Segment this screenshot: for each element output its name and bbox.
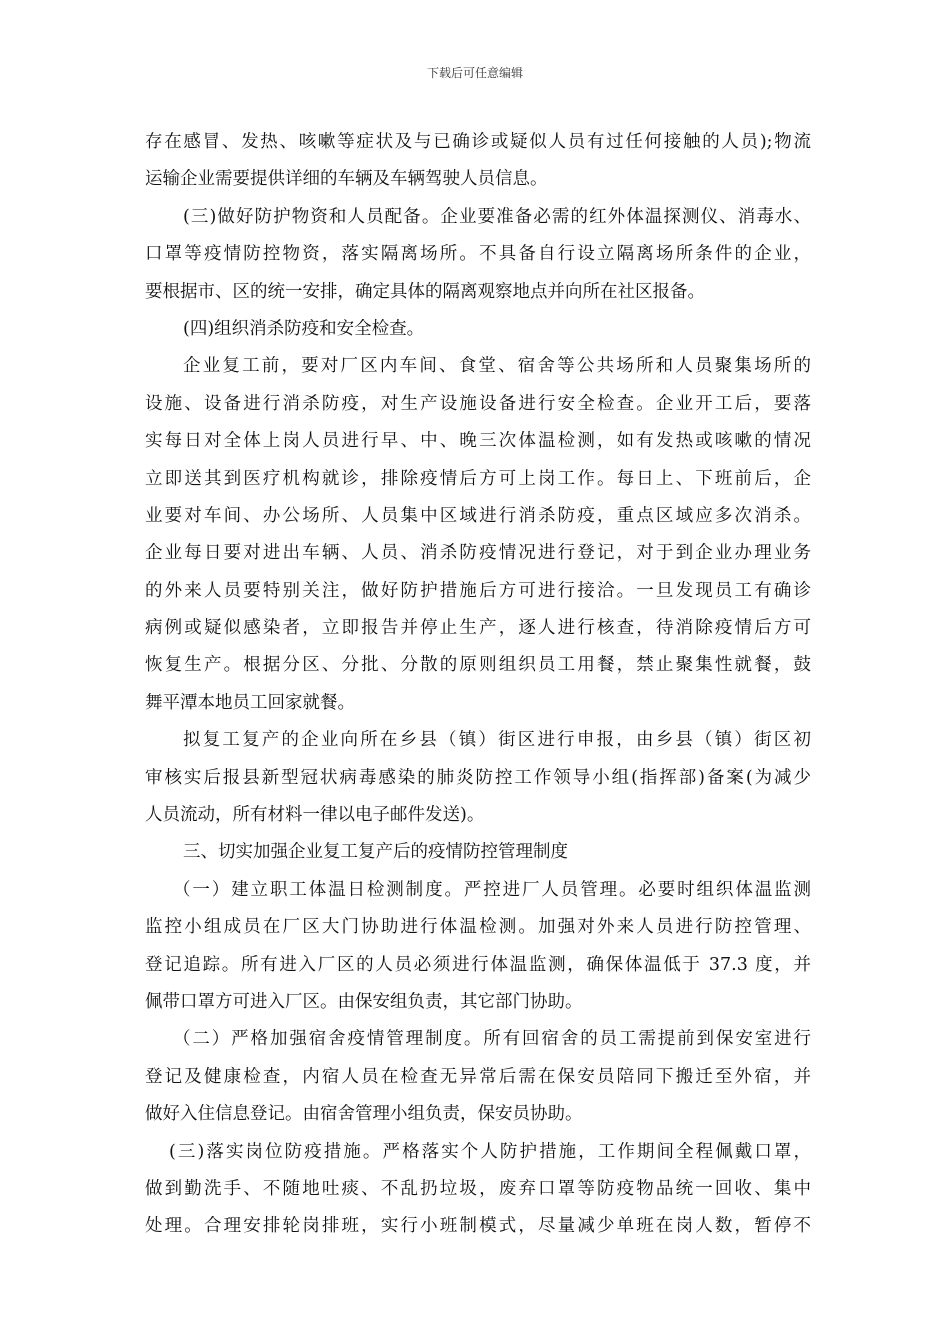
document-body bbox=[145, 124, 811, 1246]
text-line: （一）建立职工体温日检测制度。严控进厂人员管理。必要时组织体温监测 bbox=[173, 879, 811, 900]
text-line: 存在感冒、发热、咳嗽等症状及与已确诊或疑似人员有过任何接触的人员);物流 bbox=[145, 132, 811, 152]
text-line: 登记追踪。所有进入厂区的人员必须进行体温监测，确保体温低于 37.3 度，并 bbox=[145, 954, 811, 975]
text-line: 实每日对全体上岗人员进行早、中、晚三次体温检测，如有发热或咳嗽的情况 bbox=[145, 431, 811, 452]
text-line: 拟复工复产的企业向所在乡县（镇）街区进行申报，由乡县（镇）街区初 bbox=[183, 730, 811, 751]
text-line: 做好入住信息登记。由宿舍管理小组负责，保安员协助。 bbox=[145, 1104, 583, 1125]
text-line: 企业每日要对进出车辆、人员、消杀防疫情况进行登记，对于到企业办理业务 bbox=[145, 543, 811, 564]
text-line: 审核实后报县新型冠状病毒感染的肺炎防控工作领导小组(指挥部)备案(为减少 bbox=[145, 767, 811, 788]
text-line: 企业复工前，要对厂区内车间、食堂、宿舍等公共场所和人员聚集场所的 bbox=[183, 356, 811, 377]
text-line: 监控小组成员在厂区大门协助进行体温检测。加强对外来人员进行防控管理、 bbox=[145, 917, 811, 938]
text-line: 病例或疑似感染者，立即报告并停止生产，逐人进行核查，待消除疫情后方可 bbox=[145, 618, 811, 639]
text-line: (三)做好防护物资和人员配备。企业要准备必需的红外体温探测仪、消毒水、 bbox=[183, 206, 811, 227]
text-line: 设施、设备进行消杀防疫，对生产设施设备进行安全检查。企业开工后，要落 bbox=[145, 393, 811, 414]
text-line: (四)组织消杀防疫和安全检查。 bbox=[183, 318, 425, 339]
text-line: 要根据市、区的统一安排，确定具体的隔离观察地点并向所在社区报备。 bbox=[145, 281, 705, 302]
text-line: 做到勤洗手、不随地吐痰、不乱扔垃圾，废弃口罩等防疫物品统一回收、集中 bbox=[145, 1178, 811, 1199]
text-line: 舞平潭本地员工回家就餐。 bbox=[145, 692, 355, 713]
text-line: 的外来人员要特别关注，做好防护措施后方可进行接洽。一旦发现员工有确诊 bbox=[145, 580, 811, 601]
text-line: 登记及健康检查，内宿人员在检查无异常后需在保安员陪同下搬迁至外宿，并 bbox=[145, 1066, 811, 1087]
text-line: 恢复生产。根据分区、分批、分散的原则组织员工用餐，禁止聚集性就餐，鼓 bbox=[145, 655, 811, 676]
text-line: 佩带口罩方可进入厂区。由保安组负责，其它部门协助。 bbox=[145, 991, 583, 1012]
text-line: 口罩等疫情防控物资，落实隔离场所。不具备自行设立隔离场所条件的企业， bbox=[145, 244, 811, 265]
text-line: (三)落实岗位防疫措施。严格落实个人防护措施，工作期间全程佩戴口罩， bbox=[169, 1141, 811, 1162]
text-line: 处理。合理安排轮岗排班，实行小班制模式，尽量减少单班在岗人数，暂停不 bbox=[145, 1216, 811, 1237]
text-line: （二）严格加强宿舍疫情管理制度。所有回宿舍的员工需提前到保安室进行 bbox=[173, 1029, 811, 1050]
text-line: 人员流动，所有材料一律以电子邮件发送)。 bbox=[145, 805, 485, 826]
text-line: 立即送其到医疗机构就诊，排除疫情后方可上岗工作。每日上、下班前后，企 bbox=[145, 468, 811, 489]
text-line: 运输企业需要提供详细的车辆及车辆驾驶人员信息。 bbox=[145, 169, 548, 190]
section-heading: 三、切实加强企业复工复产后的疫情防控管理制度 bbox=[183, 842, 568, 863]
text-line: 业要对车间、办公场所、人员集中区域进行消杀防疫，重点区域应多次消杀。 bbox=[145, 505, 811, 526]
page-header: 下载后可任意编辑 bbox=[426, 66, 523, 80]
